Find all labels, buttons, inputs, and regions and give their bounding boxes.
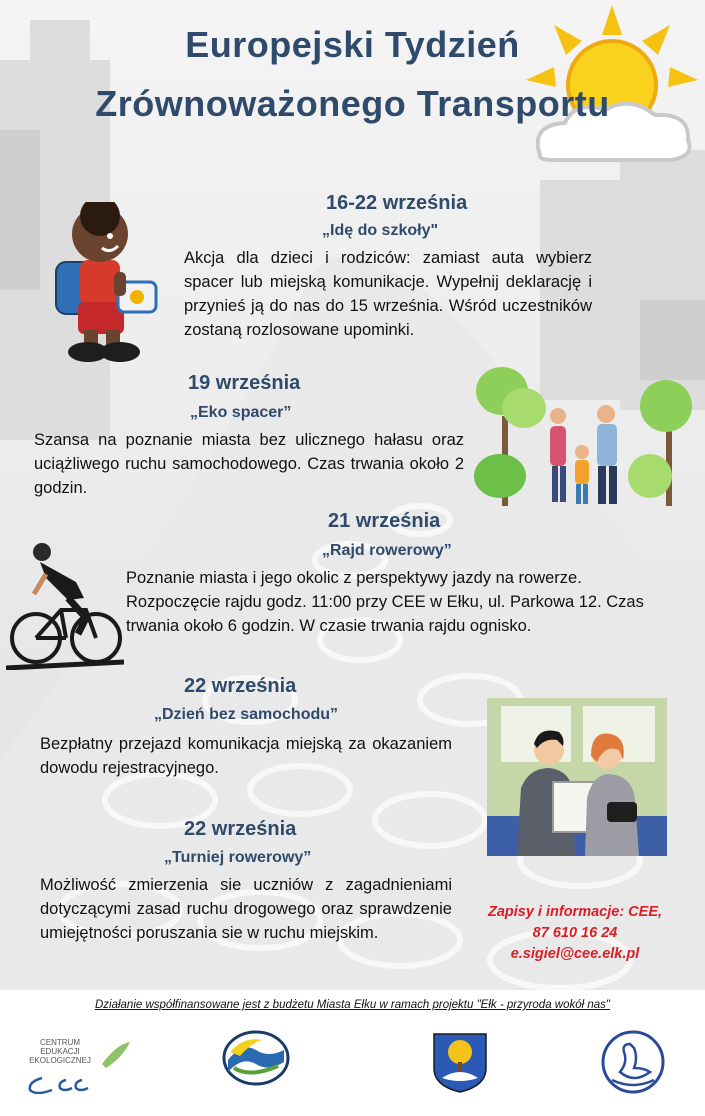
- swan-logo-icon: [600, 1028, 666, 1096]
- event-5-description: Możliwość zmierzenia sie uczniów z zagadnieniami dotyczącymi zasad ruchu drogowego oraz sprawdzenie umiejętności poruszania sie w ruchu miejskim.: [40, 876, 452, 942]
- event-3-date: 21 września: [328, 510, 441, 532]
- contact-phone: 87 610 16 24: [532, 925, 618, 941]
- event-2-title: „Eko spacer”: [190, 404, 292, 421]
- event-1-title: „Idę do szkoły": [322, 222, 439, 239]
- contact-email[interactable]: e.sigiel@cee.elk.pl: [510, 946, 640, 962]
- cee-logo: [22, 1034, 132, 1094]
- contact-label: Zapisy i informacje: CEE,: [487, 904, 663, 920]
- eco-association-logo-icon: [220, 1028, 292, 1092]
- event-2-date: 19 września: [188, 372, 301, 394]
- event-5-date: 22 września: [184, 818, 297, 840]
- elk-coat-of-arms-icon: [432, 1032, 488, 1094]
- event-5-title: „Turniej rowerowy”: [164, 849, 312, 866]
- event-4-description: Bezpłatny przejazd komunikacja miejską za okazaniem dowodu rejestracyjnego.: [40, 735, 452, 777]
- cee-logo-text: CENTRUM EDUKACJI EKOLOGICZNEJ: [29, 1038, 91, 1065]
- funding-note: [0, 999, 705, 1011]
- cyclist-illustration: [6, 538, 124, 670]
- event-1-date: 16-22 września: [326, 192, 468, 214]
- family-walk-illustration: [470, 356, 700, 516]
- event-3-description: Poznanie miasta i jego okolic z perspektywy jazdy na rowerze. Rozpoczęcie rajdu godz. 11:00 przy CEE w Ełku, ul. Parkowa 12. Czas trwania około 6 godzin. W czasie trwania rajdu ognisko.: [126, 569, 644, 635]
- event-1-description: Akcja dla dzieci i rodziców: zamiast auta wybierz spacer lub miejską komunikacje. Wypełnij deklarację i przynieś ją do nas do 15 września. Wśród uczestników zostaną rozlosowane upominki.: [184, 249, 592, 339]
- event-2-description: Szansa na poznanie miasta bez ulicznego hałasu oraz uciążliwego ruchu samochodowego. Czas trwania około 2 godzin.: [34, 431, 464, 497]
- event-4-title: „Dzień bez samochodu”: [154, 706, 339, 723]
- schoolchild-illustration: [48, 202, 163, 370]
- event-3-title: „Rajd rowerowy”: [322, 542, 452, 559]
- bus-passengers-illustration: [487, 698, 667, 856]
- funding-note-text: Działanie współfinansowane jest z budżetu Miasta Ełku w ramach projektu "Ełk - przyroda wokół nas": [94, 999, 611, 1011]
- event-4-date: 22 września: [184, 675, 297, 697]
- contact-info: [470, 902, 680, 965]
- poster-title-line-1: Europejski Tydzień: [185, 24, 520, 65]
- poster-title-line-2: Zrównoważonego Transportu: [95, 83, 610, 124]
